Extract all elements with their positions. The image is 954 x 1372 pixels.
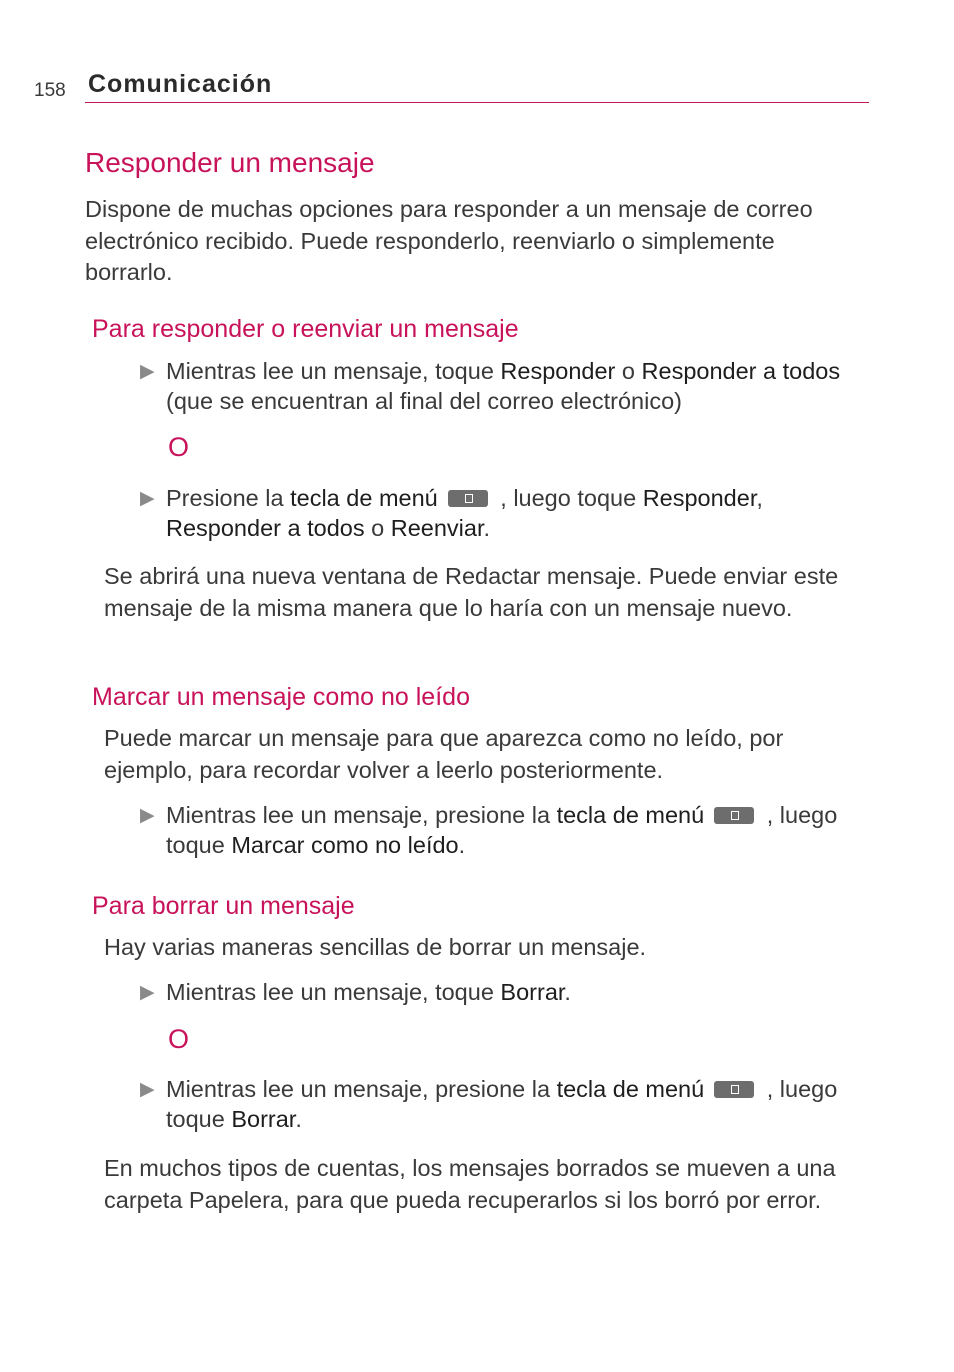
key-term: tecla de menú xyxy=(556,1076,705,1102)
key-term: Borrar xyxy=(231,1105,296,1132)
header-rule xyxy=(85,102,869,103)
triangle-right-icon: ▶ xyxy=(140,1079,155,1100)
menu-key-icon xyxy=(714,807,754,824)
key-term: Marcar como no leído xyxy=(231,831,459,858)
triangle-right-icon: ▶ xyxy=(140,982,155,1003)
bullet-text: o xyxy=(615,358,642,384)
unread-desc: Puede marcar un mensaje para que aparezca como no leído, por ejemplo, para recordar volver a leerlo posteriormente. xyxy=(104,725,784,783)
key-term: tecla de menú xyxy=(556,802,705,828)
chapter-title: Comunicación xyxy=(88,70,273,98)
key-term: Borrar xyxy=(500,979,565,1005)
bullet-text: , luego toque xyxy=(166,1076,838,1132)
reply-note: Se abrirá una nueva ventana de Redactar mensaje. Puede enviar este mensaje de la misma manera que lo haría con un mensaje nuevo. xyxy=(104,563,839,621)
delete-bullet-2 xyxy=(140,1075,856,1134)
bullet-text: Presione la xyxy=(166,485,291,511)
bullet-text: Mientras lee un mensaje, presione la xyxy=(166,802,557,828)
triangle-right-icon: ▶ xyxy=(140,361,155,382)
delete-bullet-1 xyxy=(140,978,856,1008)
bullet-text: , xyxy=(756,485,763,511)
bullet-text: . xyxy=(458,831,466,858)
bullet-text: . xyxy=(483,514,491,541)
delete-desc: Hay varias maneras sencillas de borrar un mensaje. xyxy=(104,934,647,960)
page-number: 158 xyxy=(34,80,66,101)
or-separator: O xyxy=(168,1024,190,1054)
triangle-right-icon: ▶ xyxy=(140,805,155,826)
bullet-text: . xyxy=(564,979,571,1005)
bullet-text: , luego toque xyxy=(493,485,643,511)
bullet-text: o xyxy=(364,514,391,541)
reply-bullet-1 xyxy=(140,357,856,416)
or-separator: O xyxy=(168,432,190,462)
delete-title: Para borrar un mensaje xyxy=(92,892,355,920)
bullet-text: . xyxy=(295,1105,302,1132)
section-title: Responder un mensaje xyxy=(85,147,375,178)
bullet-text: Mientras lee un mensaje, toque xyxy=(166,358,501,384)
key-term: Responder xyxy=(642,485,757,511)
section-intro: Dispone de muchas opciones para responder a un mensaje de correo electrónico recibido. Puede responderlo, reenviarlo o simplemente borrarlo. xyxy=(85,196,813,285)
bullet-text: (que se encuentran al final del correo electrónico) xyxy=(166,387,682,414)
key-term: Responder xyxy=(500,358,616,384)
bullet-text: Mientras lee un mensaje, toque xyxy=(166,979,501,1005)
unread-title: Marcar un mensaje como no leído xyxy=(92,683,470,711)
menu-key-icon xyxy=(714,1081,754,1098)
key-term: Reenviar xyxy=(390,514,484,541)
key-term: Responder a todos xyxy=(166,514,365,541)
key-term: Responder a todos xyxy=(641,358,841,384)
bullet-text: Mientras lee un mensaje, presione la xyxy=(166,1076,557,1102)
bullet-text: , luego toque xyxy=(166,802,838,858)
triangle-right-icon: ▶ xyxy=(140,488,155,509)
reply-bullet-2 xyxy=(140,484,856,543)
reply-title: Para responder o reenviar un mensaje xyxy=(92,315,519,343)
delete-note: En muchos tipos de cuentas, los mensajes borrados se mueven a una carpeta Papelera, para que pueda recuperarlos si los borró por error. xyxy=(104,1155,836,1213)
unread-bullet-1 xyxy=(140,801,856,860)
key-term: tecla de menú xyxy=(290,485,438,511)
menu-key-icon xyxy=(448,490,488,507)
